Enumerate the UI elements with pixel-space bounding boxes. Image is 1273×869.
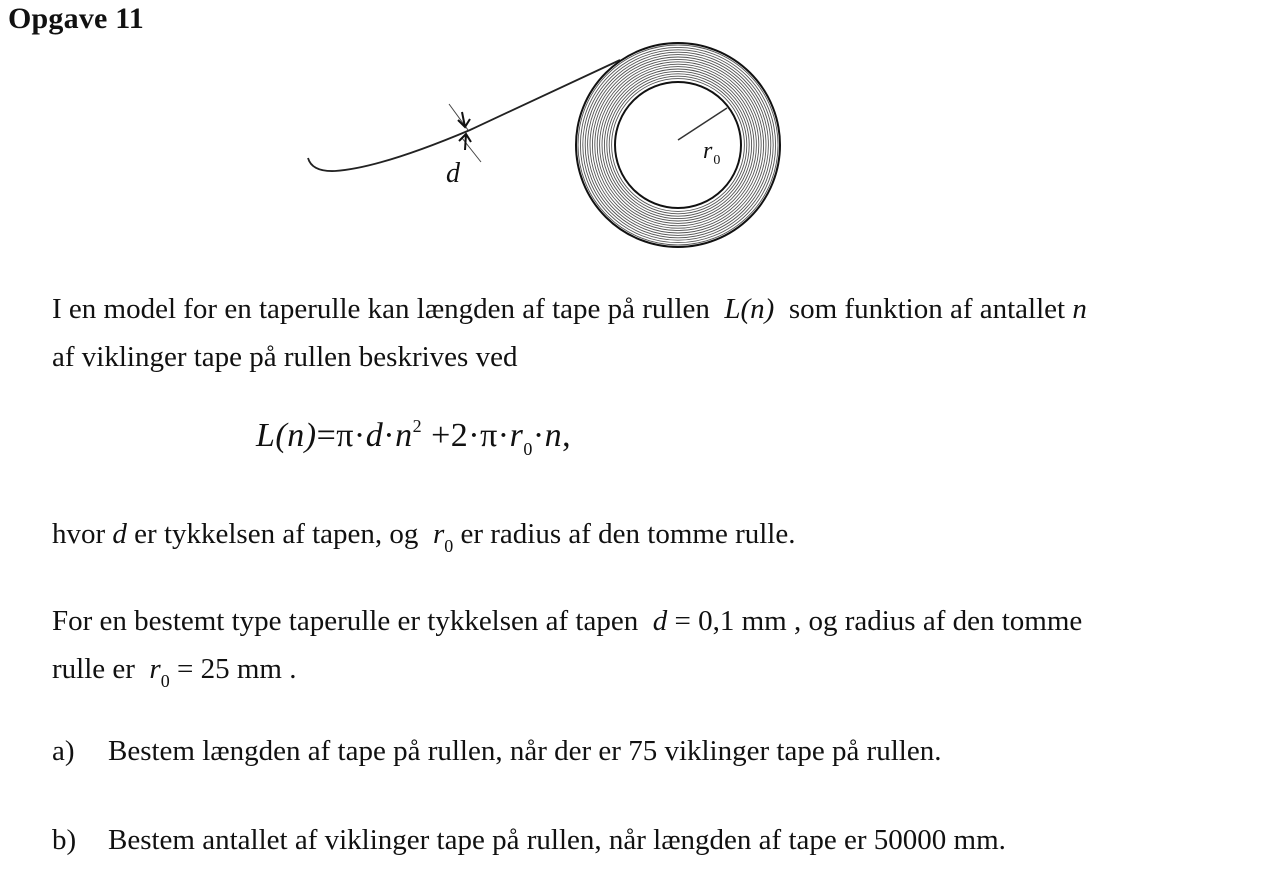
task-b-text: Bestem antallet af viklinger tape på rullen, når længden af tape er 50000 mm. <box>108 824 1006 856</box>
intro-line-2: af viklinger tape på rullen beskrives ved <box>52 341 518 373</box>
task-b-label: b) <box>52 824 77 856</box>
exercise-heading: Opgave 11 <box>8 2 144 35</box>
task-a-text: Bestem længden af tape på rullen, når der er 75 viklinger tape på rullen. <box>108 735 942 767</box>
tape-roll-figure <box>0 0 1273 260</box>
task-a <box>52 735 941 768</box>
definition-line: hvor d er tykkelsen af tapen, og $r_0$ er radius af den tomme rulle. <box>52 518 796 556</box>
task-a-label: a) <box>52 735 75 767</box>
task-b <box>52 824 1006 857</box>
given-values-paragraph <box>52 597 1082 696</box>
given-line-2: rulle er $r_0 = 25$ mm . <box>52 653 297 691</box>
roll-inner-edge <box>615 82 741 208</box>
intro-line-1: I en model for en taperulle kan længden af tape på rullen L(n) som funktion af antallet n <box>52 293 1087 325</box>
thickness-label: d <box>446 158 460 189</box>
intro-paragraph <box>52 285 1087 381</box>
model-formula: $L(n)=\pi\cdot d\cdot n^2 +2\cdot\pi\cdot r_0\cdot n$, <box>256 416 572 459</box>
tape-strip <box>308 60 620 171</box>
function-notation: L(n) <box>724 293 775 325</box>
radius-label: $r_0$ <box>703 138 721 168</box>
tape-roll <box>576 43 780 247</box>
given-line-1: For en bestemt type taperulle er tykkelsen af tapen d = 0,1 mm , og radius af den tomme <box>52 605 1083 637</box>
